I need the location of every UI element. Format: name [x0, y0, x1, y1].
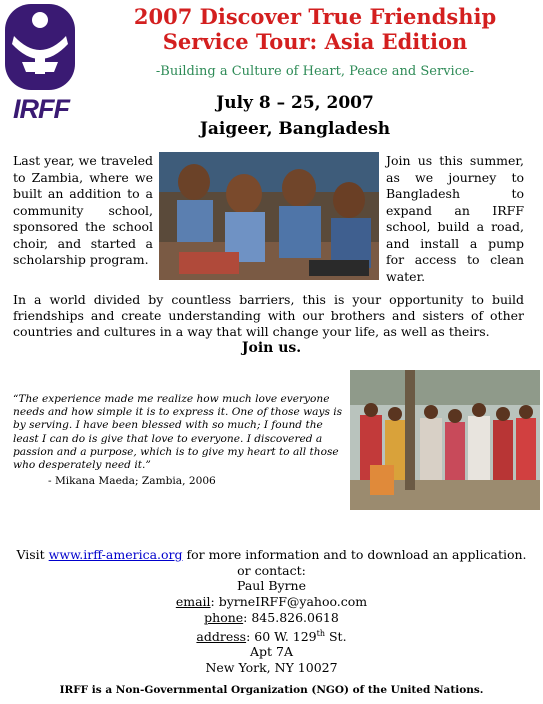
title-line-1: 2007 Discover True Friendship	[133, 4, 497, 29]
phone-label: phone	[204, 609, 244, 625]
address-street-suffix: St.	[325, 628, 347, 644]
address-city: New York, NY 10027	[205, 660, 338, 676]
tagline: -Building a Culture of Heart, Peace and Service-	[155, 64, 475, 79]
footer-note: IRFF is a Non-Governmental Organization (NGO) of the United Nations.	[59, 684, 484, 696]
email-label: email	[175, 594, 211, 610]
logo-text: IRFF	[13, 94, 69, 124]
children-classroom-photo	[159, 152, 379, 280]
email-line	[0, 594, 543, 610]
visit-suffix: for more information and to download an application.	[182, 547, 527, 562]
visit-line	[0, 547, 543, 563]
address-superscript: th	[316, 628, 326, 638]
testimonial-author: - Mikana Maeda; Zambia, 2006	[48, 475, 216, 487]
group-children-photo	[350, 370, 540, 510]
contact-section	[0, 547, 543, 676]
page-title	[90, 4, 540, 54]
event-info	[90, 90, 500, 142]
intro-left-text: Last year, we traveled to Zambia, where we built an addition to a community school, sponsored the school choir, and started a scholarship program.	[13, 153, 154, 267]
address-apt: Apt 7A	[249, 644, 293, 660]
or-contact: or contact:	[237, 562, 306, 578]
title-line-2: Service Tour: Asia Edition	[162, 29, 468, 54]
irff-logo	[2, 2, 80, 128]
visit-prefix: Visit	[16, 547, 49, 562]
event-location: Jaigeer, Bangladesh	[199, 119, 391, 139]
phone-value: : 845.826.0618	[243, 609, 339, 625]
event-dates: July 8 – 25, 2007	[216, 93, 374, 113]
address-line	[0, 626, 543, 645]
address-street: : 60 W. 129	[246, 628, 317, 644]
website-link[interactable]: www.irff-america.org	[48, 547, 183, 562]
intro-right-text: Join us this summer, as we journey to Bangladesh to expand an IRFF school, build a road, and install a pump for access to clean water.	[386, 153, 524, 284]
testimonial-quote: “The experience made me realize how much love everyone needs and how simple it is to express it. One of those ways is by serving. I have been blessed with so much; I found the least I can do is give that love to everyone. I discovered a passion and a purpose, which is to give my heart to all those who desperately need it.”	[13, 393, 343, 472]
contact-name: Paul Byrne	[237, 578, 306, 594]
join-us-heading: Join us.	[241, 340, 302, 356]
address-label: address	[196, 628, 247, 644]
mission-statement: In a world divided by countless barriers, this is your opportunity to build friendships and create understanding with our brothers and sisters of other countries and cultures in a way that will change your life, as well as theirs.	[13, 292, 524, 339]
phone-line	[0, 610, 543, 626]
email-value: : byrneIRFF@yahoo.com	[210, 594, 368, 610]
